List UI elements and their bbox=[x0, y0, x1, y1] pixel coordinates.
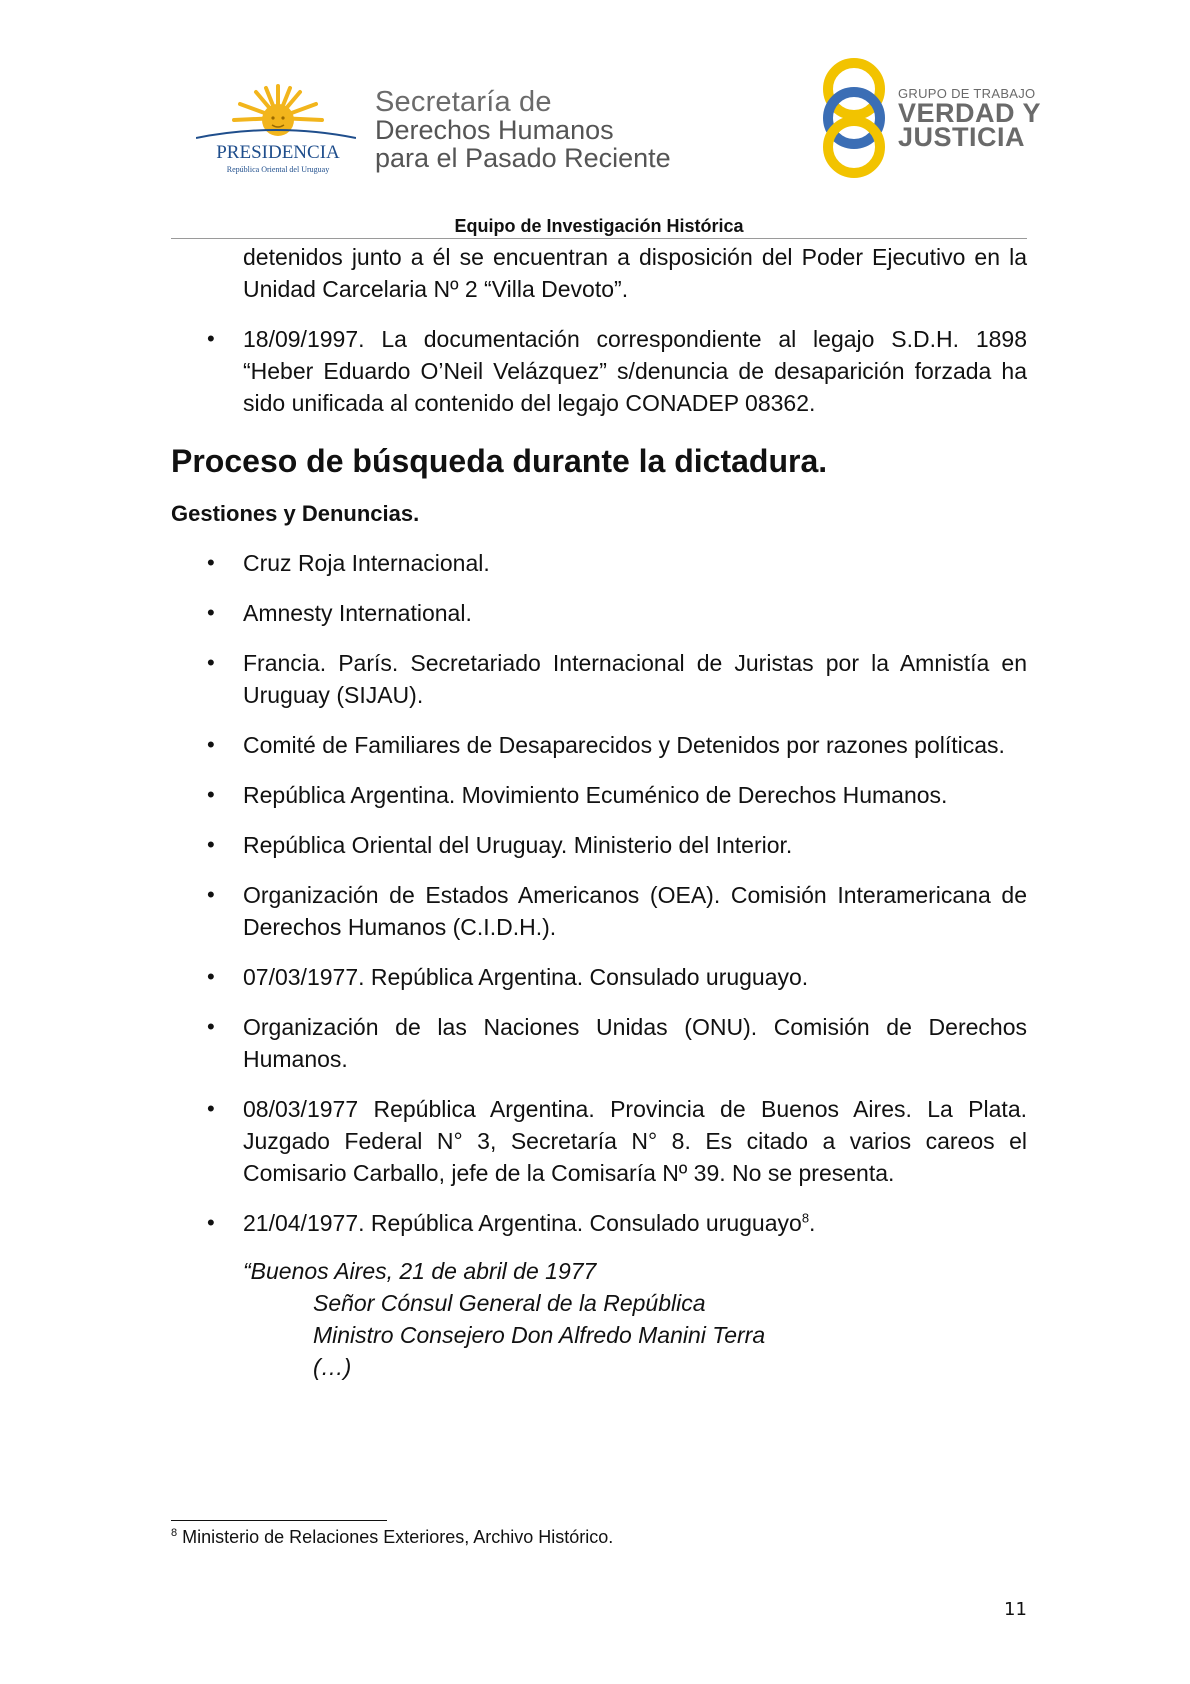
page-number: 11 bbox=[1004, 1599, 1027, 1620]
list-item: • Organización de las Naciones Unidas (ONU). Comisión de Derechos Humanos. bbox=[243, 1011, 1027, 1075]
quote-line-3: Ministro Consejero Don Alfredo Manini Terra bbox=[313, 1322, 766, 1348]
page-header bbox=[0, 0, 1190, 236]
list-item: • 08/03/1977 República Argentina. Provincia de Buenos Aires. La Plata. Juzgado Federal N° 3, Secretaría N° 8. Es citado a varios careos el Comisario Carballo, jefe de la Comisaría Nº 39. No se presenta. bbox=[243, 1093, 1027, 1189]
footnote-reference[interactable]: 8 bbox=[801, 1210, 810, 1226]
team-title: Equipo de Investigación Histórica bbox=[454, 216, 744, 236]
footnote-mark: 8 bbox=[171, 1527, 178, 1539]
presidencia-text: PRESIDENCIA bbox=[216, 142, 340, 163]
list-item: • Comité de Familiares de Desaparecidos y Detenidos por razones políticas. bbox=[243, 729, 1027, 761]
quote-line-4: (…) bbox=[313, 1354, 352, 1380]
list-item-with-footnote bbox=[243, 1207, 1027, 1239]
list-item: • 07/03/1977. República Argentina. Consulado uruguayo. bbox=[243, 961, 1027, 993]
list-item: • Organización de Estados Americanos (OEA). Comisión Interamericana de Derechos Humanos (C.I.D.H.). bbox=[243, 879, 1027, 943]
quoted-letter bbox=[243, 1255, 1027, 1383]
section-title: Proceso de búsqueda durante la dictadura. bbox=[171, 443, 828, 479]
list-item: • 18/09/1997. La documentación correspondiente al legajo S.D.H. 1898 “Heber Eduardo O’Neil Velázquez” s/denuncia de desaparición forzada ha sido unificada al contenido del legajo CONADEP 08362. bbox=[243, 323, 1027, 419]
list-item-end: . bbox=[809, 1210, 816, 1236]
sun-icon bbox=[234, 86, 322, 136]
continuation-paragraph: detenidos junto a él se encuentran a disposición del Poder Ejecutivo en la Unidad Carcelaria Nº 2 “Villa Devoto”. bbox=[243, 244, 1027, 302]
secretaria-title bbox=[375, 88, 671, 172]
verdad-justicia-text bbox=[898, 86, 1042, 152]
page-body bbox=[171, 241, 1027, 1383]
secretaria-line-1: Secretaría de bbox=[375, 86, 552, 118]
footnote-divider bbox=[171, 1520, 387, 1521]
footnote-text: Ministerio de Relaciones Exteriores, Archivo Histórico. bbox=[182, 1527, 614, 1547]
presidencia-subtext: República Oriental del Uruguay bbox=[226, 165, 330, 174]
vj-line-2: JUSTICIA bbox=[898, 122, 1026, 152]
section-subtitle: Gestiones y Denuncias. bbox=[171, 501, 420, 526]
list-item: • Cruz Roja Internacional. bbox=[243, 547, 1027, 579]
list-item: • Francia. París. Secretariado Internacional de Juristas por la Amnistía en Uruguay (SIJAU). bbox=[243, 647, 1027, 711]
quote-line-1: “Buenos Aires, 21 de abril de 1977 bbox=[243, 1258, 597, 1284]
secretaria-line-2: Derechos Humanos bbox=[375, 115, 614, 145]
vj-small-text: GRUPO DE TRABAJO bbox=[898, 86, 1036, 101]
vj-line-1: VERDAD Y bbox=[898, 98, 1042, 128]
list-item-text: 21/04/1977. República Argentina. Consulado uruguayo bbox=[243, 1210, 802, 1236]
quote-line-2: Señor Cónsul General de la República bbox=[313, 1290, 706, 1316]
secretaria-line-3: para el Pasado Reciente bbox=[375, 143, 671, 173]
list-item: • Amnesty International. bbox=[243, 597, 1027, 629]
presidencia-logo bbox=[196, 78, 356, 178]
header-divider bbox=[171, 238, 1027, 239]
footnote bbox=[171, 1527, 613, 1548]
list-item: • República Argentina. Movimiento Ecuménico de Derechos Humanos. bbox=[243, 779, 1027, 811]
list-item: • República Oriental del Uruguay. Ministerio del Interior. bbox=[243, 829, 1027, 861]
